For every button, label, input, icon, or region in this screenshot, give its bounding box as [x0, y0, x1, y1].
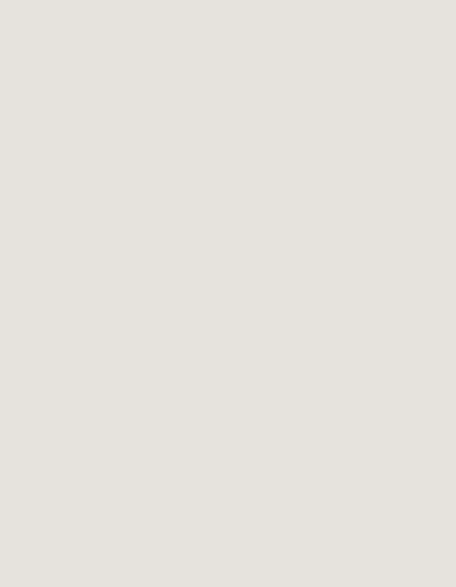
page-number-row	[0, 294, 456, 334]
